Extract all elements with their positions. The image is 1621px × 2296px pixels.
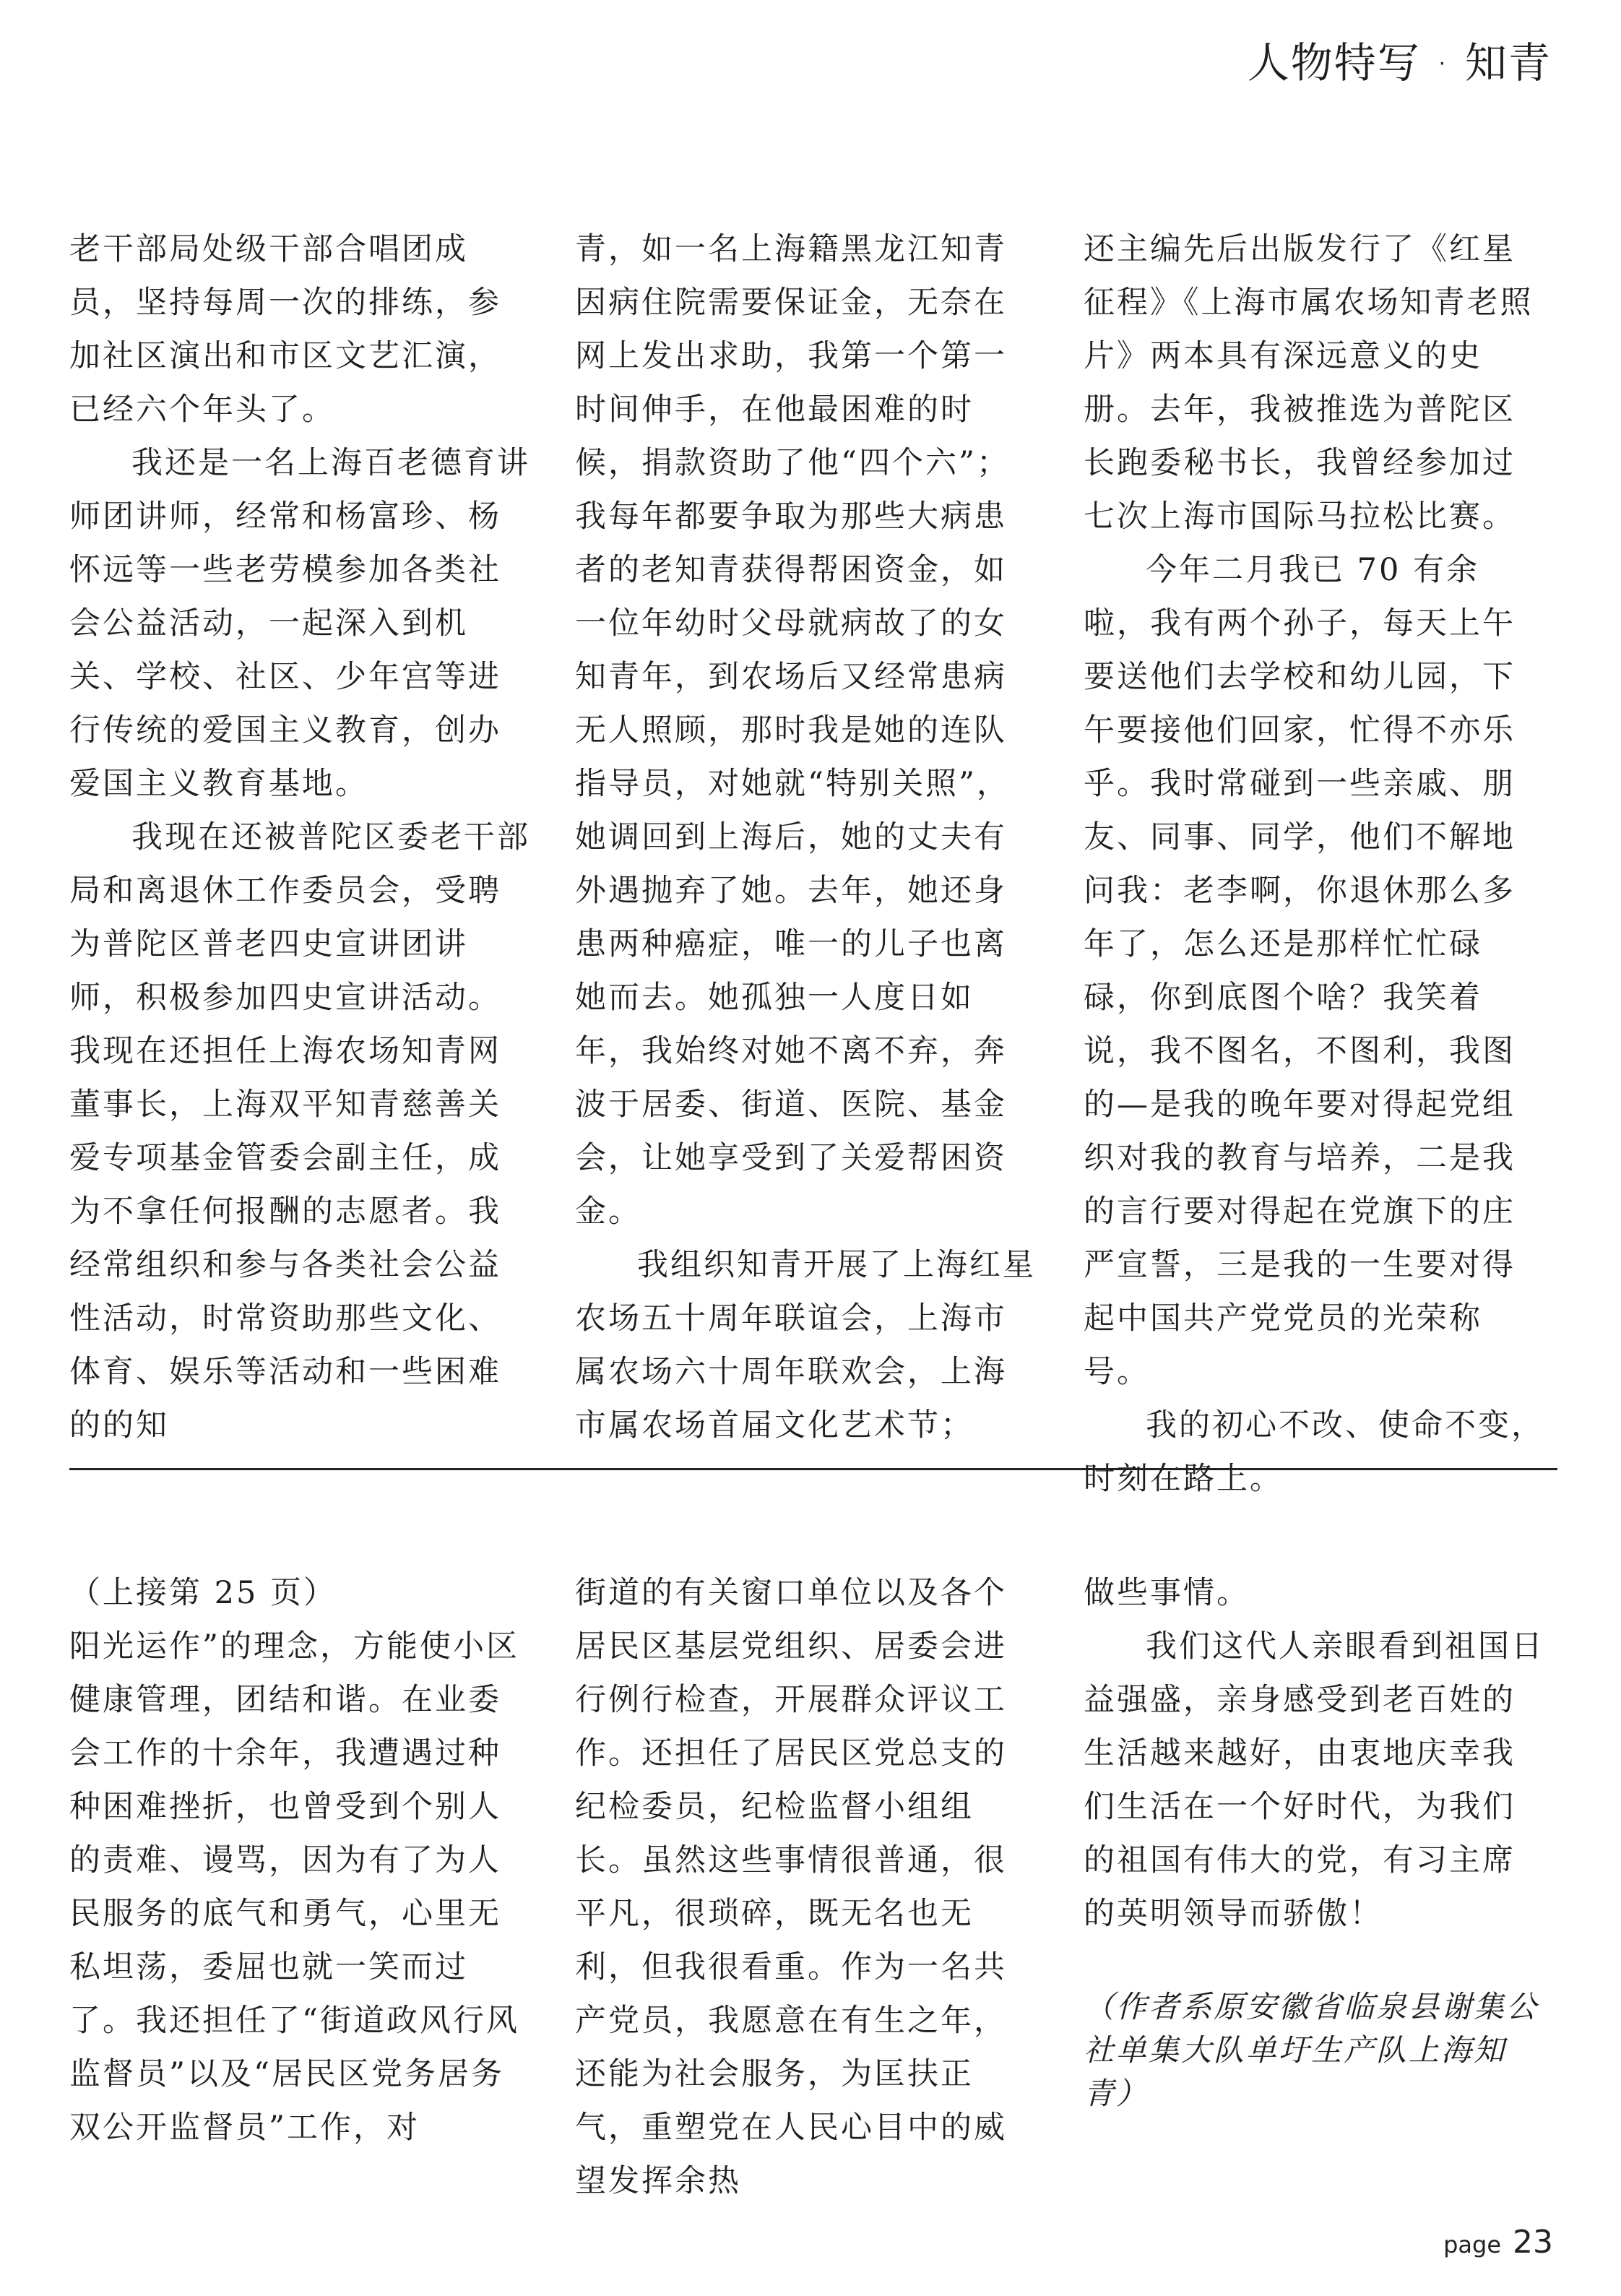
author-note: （作者系原安徽省临泉县谢集公社单集大队单圩生产队上海知青）: [1084, 1989, 1539, 2111]
paragraph: 我还是一名上海百老德育讲师团讲师，经常和杨富珍、杨怀远等一些老劳模参加各类社会公益活动，一起深入到机关、学校、社区、少年宫等进行传统的爱国主义教育，创办爱国主义教育基地。: [69, 445, 530, 802]
paragraph: 今年二月我已 70 有余啦，我有两个孙子，每天上午要送他们去学校和幼儿园，下午要接他们回家，忙得不亦乐乎。我时常碰到一些亲戚、朋友、同事、同学，他们不解地问我：老李啊，你退休那么多年了，怎么还是那样忙忙碌碌，你到底图个啥？我笑着说，我不图名，不图利，我图的—是我的晚年要对得起党组织对我的教育与培养，二是我的言行要对得起在党旗下的庄严宣誓，三是我的一生要对得起中国共产党党员的光荣称号。: [1084, 552, 1516, 1390]
paragraph: 街道的有关窗口单位以及各个居民区基层党组织、居委会进行例行检查，开展群众评议工作。还担任了居民区党总支的纪检委员，纪检监督小组组长。虽然这些事情很普通，很平凡，很琐碎，既无名也无利，但我很看重。作为一名共产党员，我愿意在有生之年，还能为社会服务，为匡扶正气，重塑党在人民心目中的威望发挥余热: [575, 1575, 1007, 2199]
section-divider: [69, 1468, 1557, 1470]
lower-column-2: [575, 1566, 1037, 2208]
paragraph: 做些事情。: [1084, 1575, 1250, 1611]
lower-column-1: [69, 1566, 532, 2154]
paragraph: 还主编先后出版发行了《红星征程》《上海市属农场知青老照片》两本具有深远意义的史册。去年，我被推选为普陀区长跑委秘书长，我曾经参加过七次上海市国际马拉松比赛。: [1084, 231, 1534, 535]
lower-column-3: [1084, 1566, 1546, 2115]
upper-column-1: [69, 223, 532, 1452]
upper-column-3: [1084, 223, 1546, 1506]
page-label: page: [1443, 2231, 1501, 2258]
paragraph: （上接第 25 页）: [69, 1575, 337, 1611]
paragraph: 我的初心不改、使命不变，时刻在路上。: [1084, 1407, 1544, 1497]
paragraph: 阳光运作”的理念，方能使小区健康管理，团结和谐。在业委会工作的十余年，我遭遇过种种困难挫折，也曾受到个别人的责难、谩骂，因为有了为人民服务的底气和勇气，心里无私坦荡，委屈也就一笑而过了。我还担任了“街道政风行风监督员”以及“居民区党务居务双公开监督员”工作，对: [69, 1628, 519, 2146]
upper-column-2: [575, 223, 1037, 1452]
page-number: 23: [1513, 2224, 1553, 2261]
paragraph: 我现在还被普陀区委老干部局和离退休工作委员会，受聘为普陀区普老四史宣讲团讲师，积极参加四史宣讲活动。我现在还担任上海农场知青网董事长，上海双平知青慈善关爱专项基金管委会副主任，成为不拿任何报酬的志愿者。我经常组织和参与各类社会公益性活动，时常资助那些文化、体育、娱乐等活动和一些困难的的知: [69, 819, 530, 1443]
page-footer: [1443, 2224, 1553, 2261]
paragraph: 我组织知青开展了上海红星农场五十周年联谊会，上海市属农场六十周年联欢会，上海市属农场首届文化艺术节；: [575, 1247, 1036, 1443]
section-header: 人物特写 · 知青: [1247, 38, 1552, 87]
paragraph: 青，如一名上海籍黑龙江知青因病住院需要保证金，无奈在网上发出求助，我第一个第一时间伸手，在他最困难的时候，捐款资助了他“四个六”；我每年都要争取为那些大病患者的老知青获得帮困资金，如一位年幼时父母就病故了的女知青年，到农场后又经常患病无人照顾，那时我是她的连队指导员，对她就“特别关照”，她调回到上海后，她的丈夫有外遇抛弃了她。去年，她还身患两种癌症，唯一的儿子也离她而去。她孤独一人度日如年，我始终对她不离不弃，奔波于居委、街道、医院、基金会，让她享受到了关爱帮困资金。: [575, 231, 1010, 1230]
paragraph: 老干部局处级干部合唱团成员，坚持每周一次的排练，参加社区演出和市区文艺汇演，已经六个年头了。: [69, 231, 501, 428]
paragraph: 我们这代人亲眼看到祖国日益强盛，亲身感受到老百姓的生活越来越好，由衷地庆幸我们生活在一个好时代，为我们的祖国有伟大的党，有习主席的英明领导而骄傲！: [1084, 1628, 1544, 1932]
